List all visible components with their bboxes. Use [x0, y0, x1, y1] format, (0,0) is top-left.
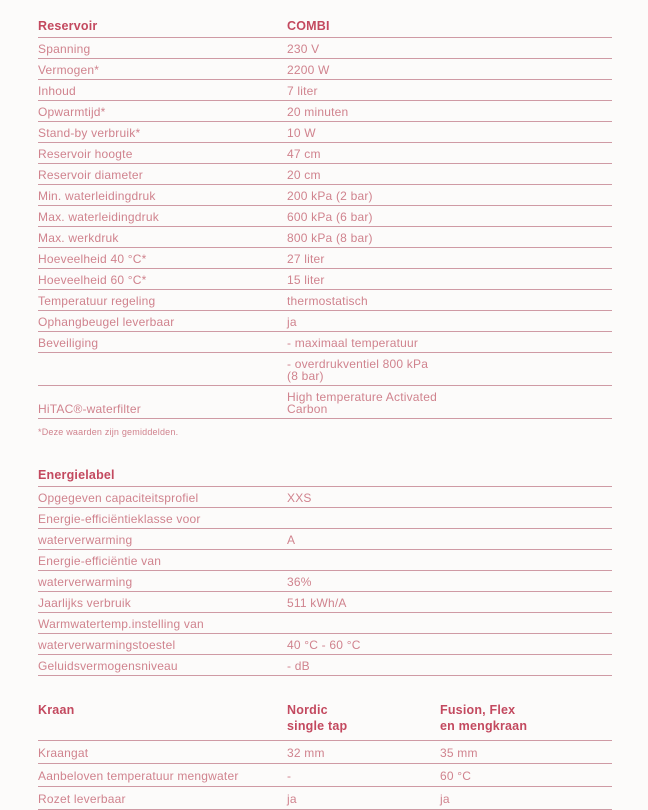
row-label: Temperatuur regeling	[38, 294, 156, 308]
row-value-nordic: -	[287, 769, 292, 783]
row-value: 27 liter	[287, 252, 325, 266]
row-label: Beveiliging	[38, 336, 99, 350]
row-value: thermostatisch	[287, 294, 368, 308]
table-row	[38, 185, 612, 206]
table-row	[38, 550, 612, 571]
row-value-fusion: 35 mm	[440, 746, 478, 760]
table-row	[38, 122, 612, 143]
row-label: Max. waterleidingdruk	[38, 210, 159, 224]
row-label: Vermogen*	[38, 63, 100, 77]
table-row	[38, 529, 612, 550]
row-value: XXS	[287, 491, 312, 505]
section-title: Reservoir	[38, 19, 98, 33]
row-value: 2200 W	[287, 63, 330, 77]
column-header-line: Fusion, Flex	[440, 703, 516, 717]
row-label: Warmwatertemp.instelling van	[38, 617, 204, 631]
table-row	[38, 143, 612, 164]
table-row	[38, 269, 612, 290]
row-value: 15 liter	[287, 273, 325, 287]
table-row	[38, 353, 612, 386]
row-value: 511 kWh/A	[287, 596, 347, 610]
energielabel-header-row	[38, 469, 612, 487]
row-label: waterverwarming	[38, 575, 133, 589]
row-label: Opwarmtijd*	[38, 105, 106, 119]
table-row	[38, 38, 612, 59]
row-value: 40 °C - 60 °C	[287, 638, 361, 652]
row-label: Opgegeven capaciteitsprofiel	[38, 491, 199, 505]
row-value: High temperature Activated Carbon	[287, 390, 437, 416]
row-value: - dB	[287, 659, 310, 673]
row-value: 7 liter	[287, 84, 318, 98]
row-value: 200 kPa (2 bar)	[287, 189, 373, 203]
row-value: 47 cm	[287, 147, 321, 161]
column-header-combi: COMBI	[287, 19, 330, 33]
kraan-header-row	[38, 702, 612, 741]
section-kraan	[38, 702, 612, 810]
table-row	[38, 59, 612, 80]
section-reservoir	[38, 20, 612, 437]
table-row	[38, 787, 612, 810]
row-value-nordic: 32 mm	[287, 746, 325, 760]
row-label: Min. waterleidingdruk	[38, 189, 156, 203]
table-row	[38, 655, 612, 676]
row-value: - maximaal temperatuur	[287, 336, 419, 350]
row-label: Reservoir hoogte	[38, 147, 133, 161]
table-row	[38, 206, 612, 227]
row-label: Max. werkdruk	[38, 231, 119, 245]
column-header-fusion-flex	[440, 702, 612, 734]
table-row	[38, 248, 612, 269]
table-row	[38, 164, 612, 185]
row-value: ja	[287, 315, 297, 329]
table-row	[38, 764, 612, 787]
row-label: Jaarlijks verbruik	[38, 596, 131, 610]
row-label: Inhoud	[38, 84, 76, 98]
table-row	[38, 741, 612, 764]
row-value-nordic: ja	[287, 792, 297, 806]
row-label: Hoeveelheid 60 °C*	[38, 273, 147, 287]
row-label: Hoeveelheid 40 °C*	[38, 252, 147, 266]
row-value: 800 kPa (8 bar)	[287, 231, 373, 245]
row-value: 36%	[287, 575, 312, 589]
table-row	[38, 592, 612, 613]
section-title: Kraan	[38, 703, 75, 717]
column-header-line: en mengkraan	[440, 719, 528, 733]
column-header-line: single tap	[287, 719, 348, 733]
row-label: Aanbeloven temperatuur mengwater	[38, 769, 239, 783]
table-row	[38, 101, 612, 122]
table-row	[38, 613, 612, 634]
table-row	[38, 311, 612, 332]
row-label: Reservoir diameter	[38, 168, 143, 182]
row-value: 20 cm	[287, 168, 321, 182]
table-row	[38, 508, 612, 529]
table-row	[38, 571, 612, 592]
row-value: A	[287, 533, 296, 547]
row-label: Energie-efficiëntie van	[38, 554, 162, 568]
table-row	[38, 634, 612, 655]
row-value: - overdrukventiel 800 kPa (8 bar)	[287, 357, 429, 383]
row-value-fusion: 60 °C	[440, 769, 472, 783]
column-header-nordic	[287, 702, 440, 734]
table-row	[38, 80, 612, 101]
table-row	[38, 487, 612, 508]
row-label: HiTAC®-waterfilter	[38, 402, 141, 416]
row-label: Geluidsvermogensniveau	[38, 659, 178, 673]
column-header-line: Nordic	[287, 703, 328, 717]
row-value-fusion: ja	[440, 792, 450, 806]
row-label: Ophangbeugel leverbaar	[38, 315, 175, 329]
table-row	[38, 227, 612, 248]
section-energielabel	[38, 469, 612, 676]
section-title: Energielabel	[38, 468, 115, 482]
row-label: waterverwarmingstoestel	[38, 638, 176, 652]
table-row	[38, 290, 612, 311]
row-label: Stand-by verbruik*	[38, 126, 141, 140]
row-label: waterverwarming	[38, 533, 133, 547]
footnote: *Deze waarden zijn gemiddelden.	[38, 427, 179, 437]
row-value: 20 minuten	[287, 105, 349, 119]
table-row	[38, 332, 612, 353]
row-label: Spanning	[38, 42, 91, 56]
reservoir-header-row	[38, 20, 612, 38]
row-label: Kraangat	[38, 746, 89, 760]
row-label: Rozet leverbaar	[38, 792, 126, 806]
row-value: 600 kPa (6 bar)	[287, 210, 373, 224]
row-value: 230 V	[287, 42, 320, 56]
table-row	[38, 386, 612, 419]
row-value: 10 W	[287, 126, 316, 140]
row-label: Energie-efficiëntieklasse voor	[38, 512, 201, 526]
